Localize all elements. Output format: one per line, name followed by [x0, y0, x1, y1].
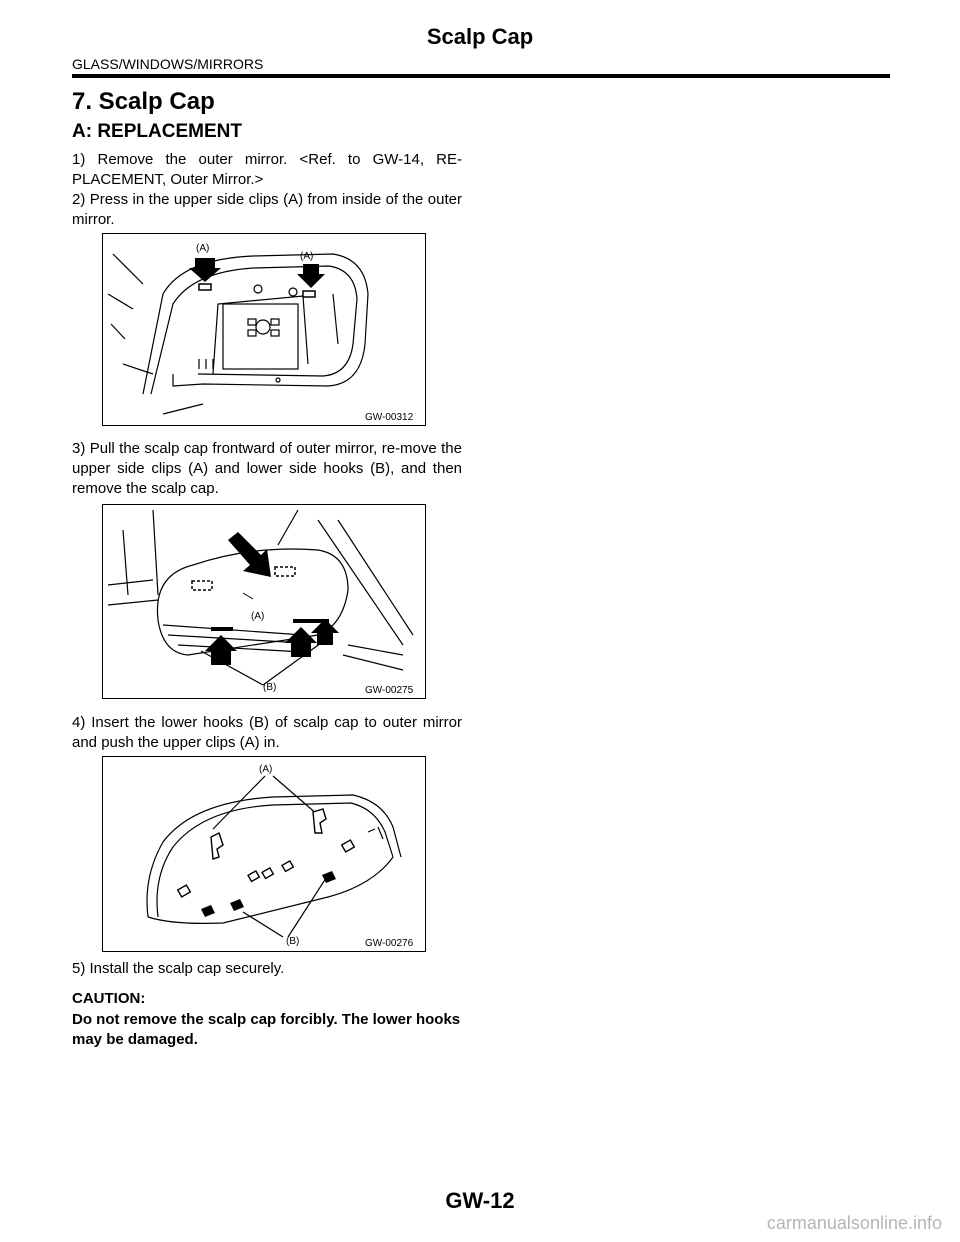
step-2: 2) Press in the upper side clips (A) from inside of the outer mirror. [72, 191, 462, 228]
header-divider [72, 74, 890, 78]
caution-title: CAUTION: [72, 990, 146, 1007]
figure-3-label-a: (A) [259, 764, 273, 775]
figure-1-label-a2: (A) [300, 251, 314, 262]
page-header-title: Scalp Cap [426, 24, 534, 49]
step-4: 4) Insert the lower hooks (B) of scalp cap to outer mirror and push the upper clips (A) in. [72, 714, 462, 751]
figure-3-label-b: (B) [286, 936, 300, 947]
figure-3-code: GW-00276 [365, 938, 414, 949]
figure-2-label-b: (B) [263, 682, 277, 693]
page-number: GW-12 [445, 1188, 515, 1213]
caution-text: Do not remove the scalp cap forcibly. The lower hooks may be damaged. [72, 1011, 461, 1048]
figure-1-code: GW-00312 [365, 412, 414, 423]
figure-2-code: GW-00275 [365, 685, 414, 696]
figure-2-illustration [103, 505, 425, 698]
site-watermark: carmanualsonline.info [766, 1213, 942, 1233]
subsection-heading: A: REPLACEMENT [72, 121, 242, 142]
step-5: 5) Install the scalp cap securely. [72, 960, 285, 977]
figure-1 [102, 233, 426, 426]
step-3: 3) Pull the scalp cap frontward of outer mirror, re-move the upper side clips (A) and lower side hooks (B), and then remove the scalp cap. [72, 440, 462, 497]
figure-1-illustration [103, 234, 425, 425]
figure-2 [102, 504, 426, 699]
section-heading: 7. Scalp Cap [72, 88, 215, 115]
figure-3 [102, 756, 426, 952]
figure-1-label-a1: (A) [196, 243, 210, 254]
figure-3-illustration [103, 757, 425, 951]
figure-2-label-a: (A) [251, 611, 265, 622]
step-1: 1) Remove the outer mirror. <Ref. to GW-14, RE-PLACEMENT, Outer Mirror.> [72, 151, 462, 188]
section-name: GLASS/WINDOWS/MIRRORS [72, 56, 264, 72]
